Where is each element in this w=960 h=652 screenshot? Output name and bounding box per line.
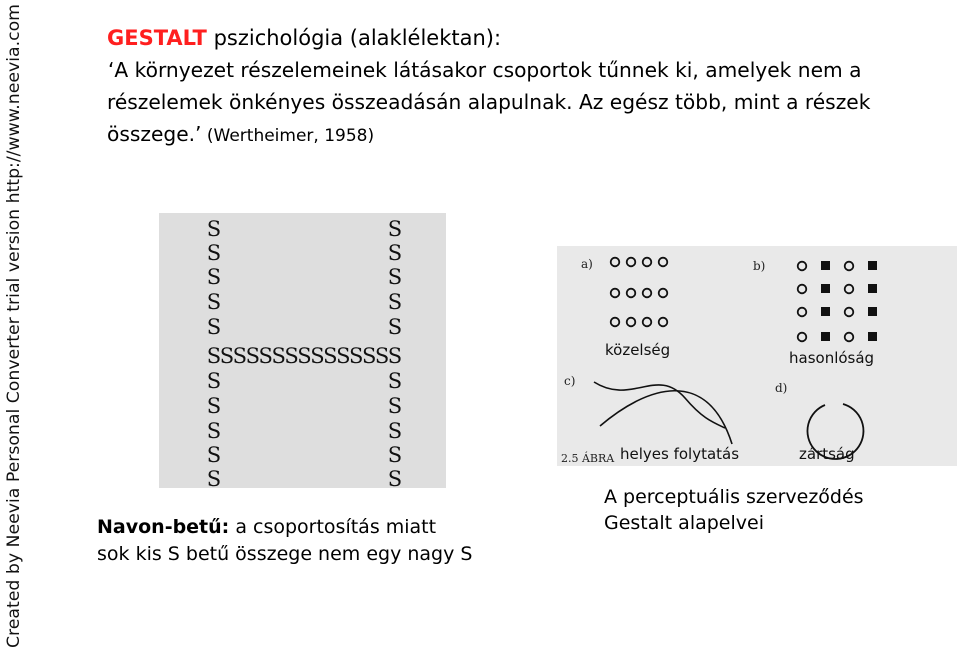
- similarity-circle: [845, 262, 854, 271]
- proximity-dot: [627, 318, 636, 327]
- similarity-square: [821, 332, 830, 341]
- panel-letter-a: a): [581, 257, 593, 271]
- label-proximity: közelség: [605, 341, 671, 359]
- navon-small-s: S: [206, 315, 222, 339]
- proximity-dots: [611, 258, 668, 327]
- navon-small-s: S: [387, 217, 403, 241]
- navon-small-s: S: [361, 344, 377, 368]
- gestalt-caption: [604, 484, 864, 536]
- navon-small-s: S: [271, 344, 286, 368]
- navon-small-s: S: [387, 344, 403, 368]
- navon-small-s: S: [297, 344, 312, 368]
- continuation-curves: [594, 382, 732, 444]
- panel-letter-c: c): [564, 374, 576, 388]
- navon-small-s: S: [206, 265, 222, 289]
- navon-small-s: S: [387, 394, 403, 418]
- similarity-square: [868, 307, 877, 316]
- figure-number: 2.5 ÁBRA: [561, 452, 615, 465]
- proximity-dot: [659, 318, 668, 327]
- navon-small-s: S: [387, 369, 403, 393]
- proximity-dot: [643, 258, 652, 267]
- quote-line-2: részelemek önkényes összeadásán alapulnak. Az egész több, mint a részek: [107, 90, 871, 114]
- navon-figure: [159, 213, 446, 488]
- navon-small-s: S: [206, 443, 222, 467]
- navon-small-s: S: [349, 344, 364, 368]
- similarity-square: [868, 261, 877, 270]
- header: [107, 22, 957, 152]
- proximity-dot: [627, 289, 636, 298]
- proximity-dot: [659, 258, 668, 267]
- navon-small-s: S: [323, 344, 338, 368]
- navon-small-s: S: [258, 344, 273, 368]
- watermark-text: Created by Neevia Personal Converter trial version http://www.neevia.com: [4, 14, 24, 648]
- similarity-square: [868, 332, 877, 341]
- title-subtitle: pszichológia (alaklélektan):: [206, 26, 502, 50]
- navon-small-s: S: [374, 344, 390, 368]
- continuation-curve-1: [600, 391, 732, 444]
- navon-caption-strong: Navon-betű:: [97, 516, 230, 538]
- navon-small-s: S: [387, 241, 403, 265]
- navon-caption-rest: a csoportosítás miatt: [229, 516, 437, 538]
- navon-small-s: S: [206, 217, 222, 241]
- title-gestalt: GESTALT: [107, 26, 207, 50]
- similarity-square: [821, 307, 830, 316]
- proximity-dot: [643, 318, 652, 327]
- navon-letter-grid: [159, 213, 446, 488]
- similarity-circle: [798, 333, 807, 342]
- similarity-circle: [798, 308, 807, 317]
- similarity-circle: [798, 285, 807, 294]
- navon-small-s: S: [206, 369, 222, 393]
- navon-small-s: S: [387, 265, 403, 289]
- similarity-circle: [798, 262, 807, 271]
- similarity-circle: [845, 308, 854, 317]
- navon-small-s: S: [387, 467, 403, 488]
- navon-caption-line-2: sok kis S betű összege nem egy nagy S: [97, 543, 473, 565]
- navon-caption: [97, 514, 472, 568]
- navon-small-s: S: [336, 344, 351, 368]
- navon-small-s: S: [219, 344, 235, 368]
- similarity-square: [821, 284, 830, 293]
- continuation-curve-2: [594, 382, 725, 428]
- gestalt-caption-line-1: A perceptuális szerveződés: [604, 486, 864, 508]
- navon-small-s: S: [284, 344, 299, 368]
- navon-small-s: S: [232, 344, 248, 368]
- navon-small-s: S: [206, 419, 222, 443]
- similarity-square: [821, 261, 830, 270]
- proximity-dot: [643, 289, 652, 298]
- proximity-dot: [611, 258, 620, 267]
- navon-small-s: S: [387, 290, 403, 314]
- navon-small-s: S: [245, 344, 260, 368]
- panel-letter-b: b): [753, 259, 766, 273]
- quote-line-3: [107, 118, 957, 152]
- navon-small-s: S: [310, 344, 325, 368]
- navon-small-s: S: [206, 394, 222, 418]
- page-title: [107, 22, 957, 54]
- navon-small-s: S: [206, 241, 222, 265]
- navon-small-s: S: [387, 315, 403, 339]
- navon-small-s: S: [387, 443, 403, 467]
- proximity-dot: [611, 318, 620, 327]
- quote-line-3-text: összege.’: [107, 122, 202, 146]
- label-closure: zártság: [799, 445, 855, 463]
- similarity-circle: [845, 333, 854, 342]
- proximity-dot: [611, 289, 620, 298]
- navon-small-s: S: [206, 290, 222, 314]
- navon-small-s: S: [206, 467, 222, 488]
- label-similarity: hasonlóság: [789, 349, 875, 367]
- similarity-circle: [845, 285, 854, 294]
- label-continuation: helyes folytatás: [620, 445, 740, 463]
- proximity-dot: [627, 258, 636, 267]
- gestalt-principles-figure: [557, 246, 957, 466]
- navon-small-s: S: [387, 419, 403, 443]
- citation: (Wertheimer, 1958): [201, 126, 375, 146]
- watermark: [2, 0, 24, 652]
- similarity-square: [868, 284, 877, 293]
- panel-letter-d: d): [775, 381, 788, 395]
- proximity-dot: [659, 289, 668, 298]
- navon-caption-line-1: [97, 514, 472, 541]
- gestalt-figure-svg: [557, 246, 957, 466]
- gestalt-caption-line-2: Gestalt alapelvei: [604, 512, 764, 534]
- quote-line-1: ‘A környezet részelemeinek látásakor csoportok tűnnek ki, amelyek nem a: [108, 58, 862, 82]
- navon-small-s: S: [206, 344, 222, 368]
- similarity-shapes: [798, 261, 877, 341]
